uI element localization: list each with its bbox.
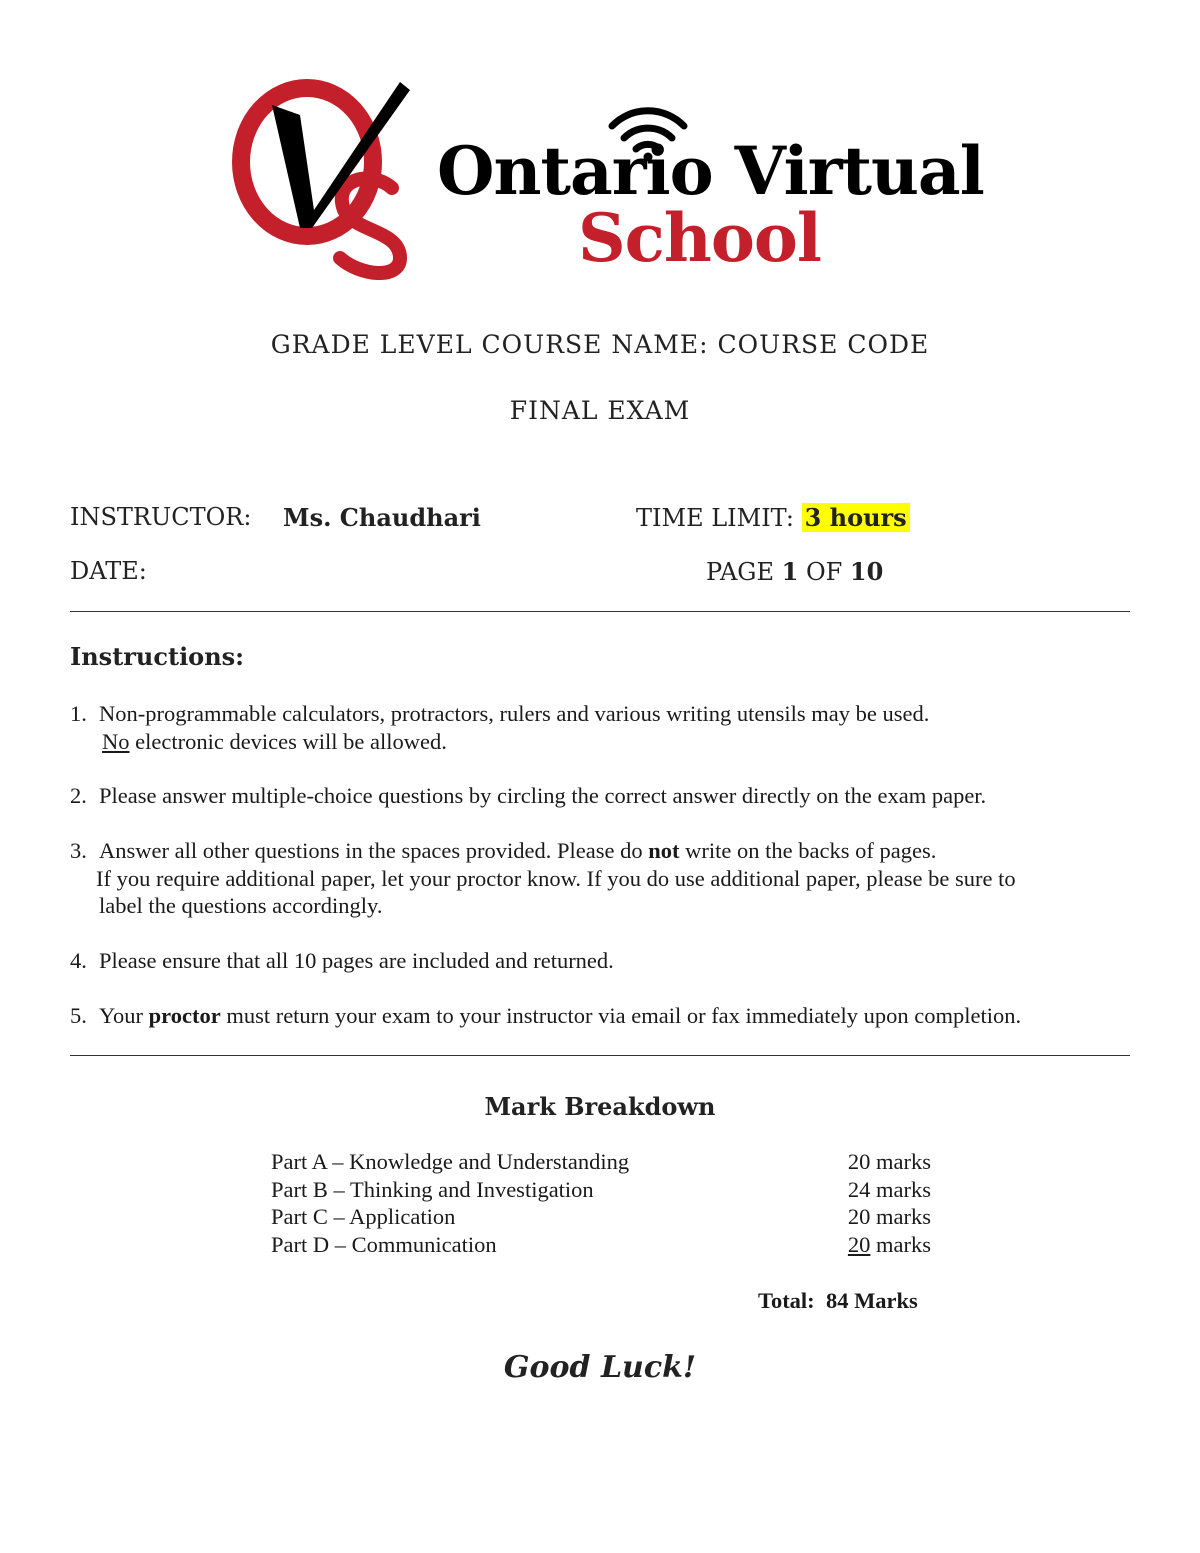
item-number: 4.	[70, 948, 87, 973]
item-text-cont: electronic devices will be allowed.	[129, 728, 447, 754]
instruction-item-5	[70, 1002, 1140, 1030]
item-text: Answer all other questions in the spaces provided. Please do	[99, 838, 649, 863]
course-line: GRADE LEVEL COURSE NAME: COURSE CODE	[270, 330, 930, 359]
mark-row-label: Part B – Thinking and Investigation	[271, 1177, 594, 1202]
mark-row-value: 24 marks	[847, 1177, 931, 1202]
item-emphasis: not	[648, 838, 680, 863]
item-text-cont: must return your exam to your instructor via email or fax immediately upon completion.	[220, 1003, 1022, 1028]
instructions-title: Instructions:	[70, 642, 245, 671]
total-marks	[758, 1288, 918, 1314]
item-text-line3: label the questions accordingly.	[99, 893, 383, 918]
mark-row-label: Part D – Communication	[271, 1232, 497, 1257]
ovs-monogram-logo	[232, 70, 422, 280]
logo-name-line2: School	[578, 199, 821, 277]
mark-row-value-number: 20	[847, 1232, 871, 1257]
mark-row-value: 20 marks	[847, 1149, 931, 1174]
item-text: Your	[99, 1003, 149, 1028]
item-text: Please ensure that all 10 pages are included and returned.	[99, 948, 614, 973]
logo-name-line1: Ontario Virtual	[437, 132, 984, 210]
item-number: 5.	[70, 1003, 87, 1028]
instruction-item-2	[70, 782, 1140, 810]
page-prefix: PAGE	[706, 558, 774, 586]
page-of: OF	[805, 558, 843, 586]
mark-row-label: Part C – Application	[271, 1204, 456, 1229]
mark-row-label: Part A – Knowledge and Understanding	[271, 1149, 630, 1174]
mark-row-value-unit: marks	[870, 1232, 931, 1257]
instruction-item-4	[70, 947, 1140, 975]
divider-bottom	[70, 1055, 1130, 1056]
item-text: Non-programmable calculators, protractors, rulers and various writing utensils may be used.	[99, 701, 930, 726]
instruction-item-3	[70, 837, 1140, 920]
item-emphasis: No	[102, 728, 130, 754]
item-number: 2.	[70, 783, 87, 808]
item-number: 3.	[70, 838, 87, 863]
item-emphasis: proctor	[148, 1003, 221, 1028]
time-limit-label: TIME LIMIT:	[636, 504, 794, 532]
mark-breakdown-title: Mark Breakdown	[484, 1092, 716, 1121]
item-text: Please answer multiple-choice questions by circling the correct answer directly on the exam paper.	[99, 783, 987, 808]
mark-row-value: 20 marks	[847, 1204, 931, 1229]
date-label: DATE:	[70, 557, 147, 585]
item-text-cont: write on the backs of pages.	[679, 838, 937, 863]
divider-top	[70, 611, 1130, 612]
time-limit	[636, 503, 910, 532]
item-text-line2: If you require additional paper, let your proctor know. If you do use additional paper, please be sure to	[96, 865, 1016, 891]
time-limit-value: 3 hours	[802, 503, 910, 532]
total-label: Total:	[758, 1288, 815, 1313]
exam-title: FINAL EXAM	[509, 396, 691, 425]
page-indicator	[706, 557, 883, 586]
page-current: 1	[781, 557, 799, 586]
closing-message: Good Luck!	[503, 1350, 697, 1385]
instructor-name: Ms. Chaudhari	[283, 503, 481, 532]
instructor-label: INSTRUCTOR:	[70, 503, 252, 531]
total-value: 84 Marks	[825, 1288, 918, 1313]
mark-row-value	[848, 1232, 931, 1258]
page-total: 10	[849, 557, 884, 586]
item-number: 1.	[70, 701, 87, 726]
instruction-item-1	[70, 700, 1140, 755]
